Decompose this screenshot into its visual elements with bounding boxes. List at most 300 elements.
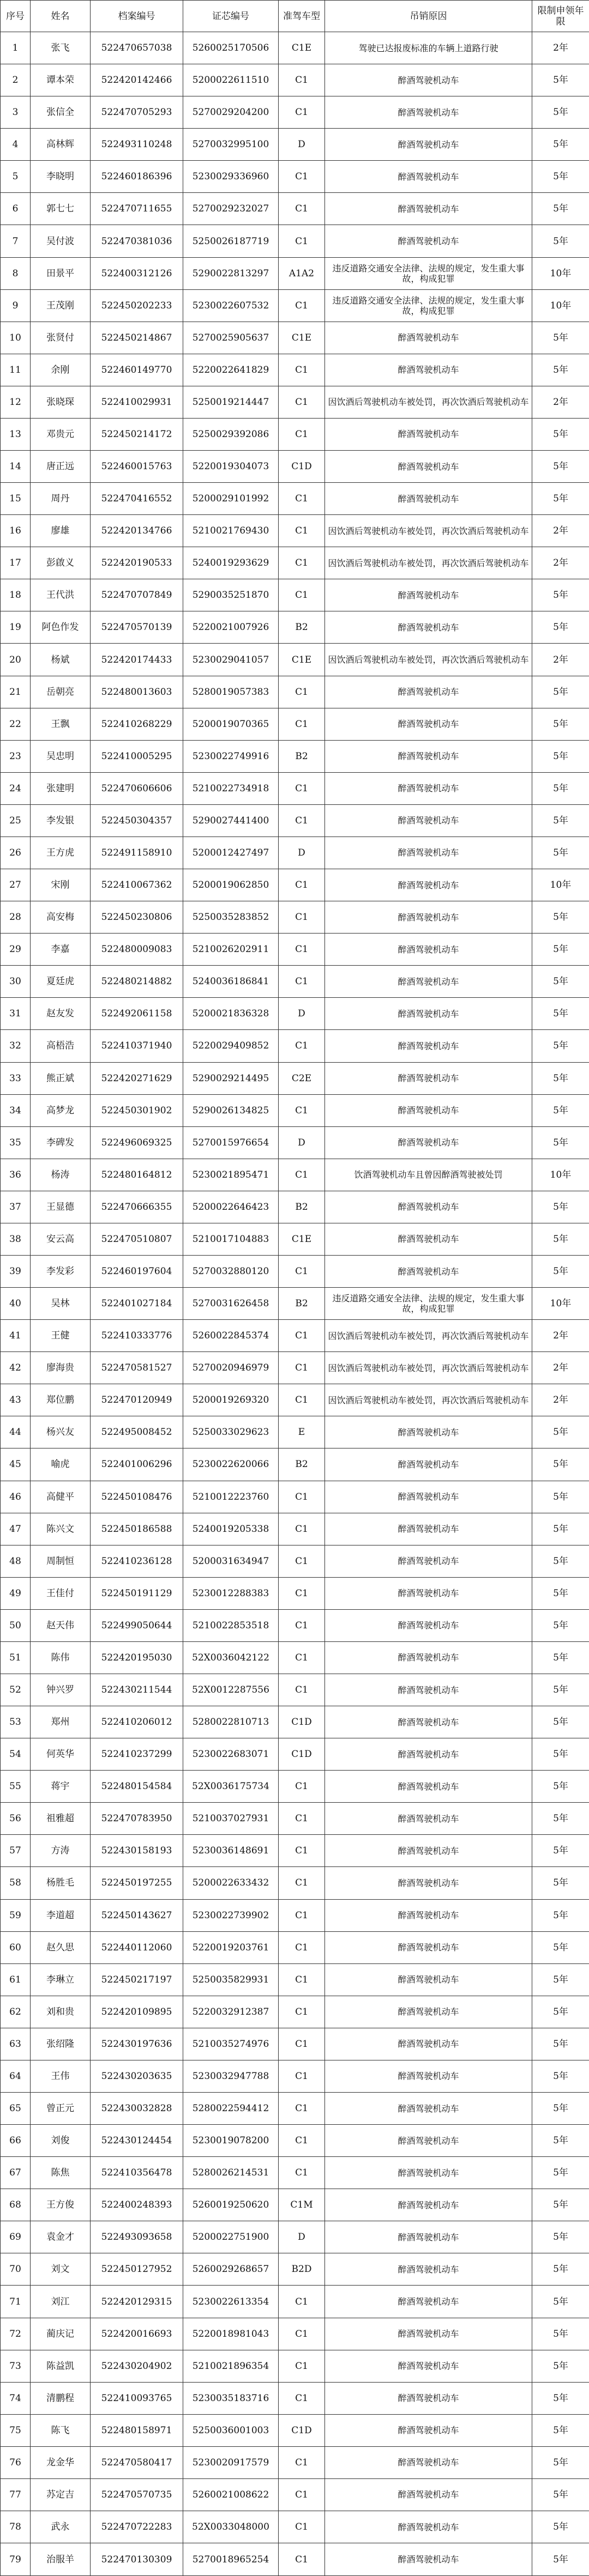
file-number-cell: 522410236128 (91, 1545, 183, 1577)
reason-cell: 醉酒驾驶机动车 (325, 129, 532, 161)
vehicle-type-cell: C1 (279, 2511, 325, 2543)
cert-number-cell: 5210012223760 (183, 1481, 279, 1513)
serial-cell: 50 (1, 1609, 31, 1641)
reason-cell: 醉酒驾驶机动车 (325, 418, 532, 450)
reason-cell: 醉酒驾驶机动车 (325, 322, 532, 354)
restriction-years-cell: 5年 (532, 1674, 589, 1706)
file-number-cell: 522420142466 (91, 64, 183, 96)
cert-number-cell: 5250035283852 (183, 901, 279, 934)
file-number-cell: 522470711655 (91, 193, 183, 225)
serial-cell: 43 (1, 1384, 31, 1416)
name-cell: 郑州 (31, 1706, 91, 1738)
restriction-years-cell: 5年 (532, 1255, 589, 1287)
serial-cell: 41 (1, 1320, 31, 1352)
restriction-years-cell: 5年 (532, 934, 589, 966)
file-number-cell: 522430197636 (91, 2028, 183, 2060)
cert-number-cell: 5210021896354 (183, 2350, 279, 2382)
restriction-years-cell: 5年 (532, 1835, 589, 1867)
serial-cell: 2 (1, 64, 31, 96)
serial-cell: 49 (1, 1577, 31, 1609)
serial-cell: 39 (1, 1255, 31, 1287)
restriction-years-cell: 5年 (532, 1481, 589, 1513)
reason-cell: 违反道路交通安全法律、法规的规定，发生重大事故，构成犯罪 (325, 1288, 532, 1320)
table-row (1, 708, 589, 740)
file-number-cell: 522420109895 (91, 1996, 183, 2028)
cert-number-cell: 5250036001003 (183, 2414, 279, 2446)
serial-cell: 68 (1, 2189, 31, 2221)
reason-cell: 因饮酒后驾驶机动车被处罚，再次饮酒后驾驶机动车 (325, 1352, 532, 1384)
serial-cell: 37 (1, 1191, 31, 1223)
vehicle-type-cell: C1E (279, 1223, 325, 1255)
restriction-years-cell: 5年 (532, 1191, 589, 1223)
serial-cell: 33 (1, 1062, 31, 1094)
name-cell: 张建明 (31, 772, 91, 804)
name-cell: 李道超 (31, 1899, 91, 1931)
restriction-years-cell: 5年 (532, 1513, 589, 1545)
file-number-cell: 522460186396 (91, 161, 183, 193)
file-number-cell: 522460015763 (91, 451, 183, 483)
restriction-years-cell: 5年 (532, 1094, 589, 1126)
serial-cell: 79 (1, 2543, 31, 2576)
cert-number-cell: 5250029392086 (183, 418, 279, 450)
table-row (1, 804, 589, 837)
cert-number-cell: 5250019214447 (183, 386, 279, 418)
cert-number-cell: 5280022594412 (183, 2093, 279, 2125)
serial-cell: 60 (1, 1931, 31, 1963)
vehicle-type-cell: C1 (279, 193, 325, 225)
file-number-cell: 522470783950 (91, 1803, 183, 1835)
file-number-cell: 522420174433 (91, 644, 183, 676)
vehicle-type-cell: C1 (279, 1641, 325, 1674)
file-number-cell: 522420134766 (91, 515, 183, 547)
header-restriction-years: 限制申领年限 (532, 1, 589, 32)
table-row (1, 1835, 589, 1867)
file-number-cell: 522430124454 (91, 2125, 183, 2157)
name-cell: 何英华 (31, 1738, 91, 1771)
serial-cell: 28 (1, 901, 31, 934)
restriction-years-cell: 5年 (532, 1899, 589, 1931)
reason-cell: 醉酒驾驶机动车 (325, 1062, 532, 1094)
file-number-cell: 522470381036 (91, 225, 183, 257)
serial-cell: 10 (1, 322, 31, 354)
reason-cell: 醉酒驾驶机动车 (325, 1738, 532, 1771)
table-row (1, 1416, 589, 1448)
reason-cell: 醉酒驾驶机动车 (325, 2093, 532, 2125)
vehicle-type-cell: C1 (279, 1996, 325, 2028)
reason-cell: 醉酒驾驶机动车 (325, 1996, 532, 2028)
serial-cell: 21 (1, 676, 31, 708)
restriction-years-cell: 5年 (532, 2414, 589, 2446)
vehicle-type-cell: B2 (279, 1448, 325, 1481)
vehicle-type-cell: C1 (279, 2157, 325, 2189)
vehicle-type-cell: B2 (279, 740, 325, 772)
vehicle-type-cell: C1 (279, 804, 325, 837)
file-number-cell: 522430211544 (91, 1674, 183, 1706)
name-cell: 陈飞 (31, 2414, 91, 2446)
file-number-cell: 522420271629 (91, 1062, 183, 1094)
name-cell: 吴付波 (31, 225, 91, 257)
table-row (1, 1674, 589, 1706)
table-row (1, 1030, 589, 1062)
name-cell: 蔺庆记 (31, 2318, 91, 2350)
vehicle-type-cell: C1 (279, 64, 325, 96)
reason-cell: 醉酒驾驶机动车 (325, 1577, 532, 1609)
reason-cell: 醉酒驾驶机动车 (325, 869, 532, 901)
reason-cell: 醉酒驾驶机动车 (325, 966, 532, 998)
reason-cell: 驾驶已达报废标准的车辆上道路行驶 (325, 32, 532, 64)
vehicle-type-cell: B2 (279, 1191, 325, 1223)
table-row (1, 1996, 589, 2028)
file-number-cell: 522470570139 (91, 611, 183, 644)
restriction-years-cell: 5年 (532, 611, 589, 644)
file-number-cell: 522410333776 (91, 1320, 183, 1352)
serial-cell: 51 (1, 1641, 31, 1674)
cert-number-cell: 5280026214531 (183, 2157, 279, 2189)
cert-number-cell: 5200022646423 (183, 1191, 279, 1223)
serial-cell: 3 (1, 96, 31, 129)
header-name: 姓名 (31, 1, 91, 32)
name-cell: 张绍隆 (31, 2028, 91, 2060)
table-row (1, 966, 589, 998)
reason-cell: 醉酒驾驶机动车 (325, 451, 532, 483)
cert-number-cell: 5200019269320 (183, 1384, 279, 1416)
name-cell: 杨斌 (31, 644, 91, 676)
vehicle-type-cell: C1 (279, 1545, 325, 1577)
serial-cell: 75 (1, 2414, 31, 2446)
vehicle-type-cell: D (279, 129, 325, 161)
restriction-years-cell: 5年 (532, 2093, 589, 2125)
file-number-cell: 522480164812 (91, 1159, 183, 1191)
serial-cell: 12 (1, 386, 31, 418)
reason-cell: 违反道路交通安全法律、法规的规定，发生重大事故，构成犯罪 (325, 257, 532, 289)
file-number-cell: 522470130309 (91, 2543, 183, 2576)
name-cell: 李嘉 (31, 934, 91, 966)
reason-cell: 醉酒驾驶机动车 (325, 998, 532, 1030)
file-number-cell: 522480158971 (91, 2414, 183, 2446)
file-number-cell: 522470570735 (91, 2478, 183, 2511)
cert-number-cell: 5270029204200 (183, 96, 279, 129)
reason-cell: 因饮酒后驾驶机动车被处罚，再次饮酒后驾驶机动车 (325, 547, 532, 579)
serial-cell: 35 (1, 1126, 31, 1159)
cert-number-cell: 5260022845374 (183, 1320, 279, 1352)
cert-number-cell: 5200022633432 (183, 1867, 279, 1899)
vehicle-type-cell: C1E (279, 644, 325, 676)
name-cell: 蒋宇 (31, 1771, 91, 1803)
restriction-years-cell: 5年 (532, 740, 589, 772)
file-number-cell: 522430204902 (91, 2350, 183, 2382)
file-number-cell: 522400248393 (91, 2189, 183, 2221)
name-cell: 喻虎 (31, 1448, 91, 1481)
file-number-cell: 522480013603 (91, 676, 183, 708)
serial-cell: 44 (1, 1416, 31, 1448)
file-number-cell: 522470666355 (91, 1191, 183, 1223)
table-row (1, 1867, 589, 1899)
file-number-cell: 522410093765 (91, 2382, 183, 2414)
file-number-cell: 522450202233 (91, 289, 183, 322)
vehicle-type-cell: C1 (279, 2028, 325, 2060)
vehicle-type-cell: C1 (279, 96, 325, 129)
vehicle-type-cell: C1 (279, 225, 325, 257)
vehicle-type-cell: D (279, 998, 325, 1030)
cert-number-cell: 5230032947788 (183, 2060, 279, 2092)
restriction-years-cell: 5年 (532, 1931, 589, 1963)
table-row (1, 1545, 589, 1577)
serial-cell: 52 (1, 1674, 31, 1706)
vehicle-type-cell: C1 (279, 1899, 325, 1931)
table-row (1, 451, 589, 483)
table-row (1, 1159, 589, 1191)
vehicle-type-cell: C1 (279, 579, 325, 611)
table-row (1, 1706, 589, 1738)
reason-cell: 醉酒驾驶机动车 (325, 1609, 532, 1641)
name-cell: 王方俊 (31, 2189, 91, 2221)
file-number-cell: 522460197604 (91, 1255, 183, 1287)
reason-cell: 醉酒驾驶机动车 (325, 2350, 532, 2382)
reason-cell: 醉酒驾驶机动车 (325, 1545, 532, 1577)
reason-cell: 醉酒驾驶机动车 (325, 1255, 532, 1287)
reason-cell: 醉酒驾驶机动车 (325, 2446, 532, 2478)
name-cell: 周制恒 (31, 1545, 91, 1577)
vehicle-type-cell: C1 (279, 772, 325, 804)
table-row (1, 740, 589, 772)
reason-cell: 醉酒驾驶机动车 (325, 2253, 532, 2286)
restriction-years-cell: 5年 (532, 1738, 589, 1771)
restriction-years-cell: 5年 (532, 1996, 589, 2028)
name-cell: 杨涛 (31, 1159, 91, 1191)
table-row (1, 64, 589, 96)
serial-cell: 6 (1, 193, 31, 225)
serial-cell: 9 (1, 289, 31, 322)
name-cell: 王佳付 (31, 1577, 91, 1609)
serial-cell: 29 (1, 934, 31, 966)
reason-cell: 醉酒驾驶机动车 (325, 1481, 532, 1513)
name-cell: 唐正远 (31, 451, 91, 483)
table-row (1, 322, 589, 354)
file-number-cell: 522430203635 (91, 2060, 183, 2092)
restriction-years-cell: 5年 (532, 2478, 589, 2511)
serial-cell: 69 (1, 2221, 31, 2253)
reason-cell: 醉酒驾驶机动车 (325, 1223, 532, 1255)
restriction-years-cell: 5年 (532, 1963, 589, 1996)
restriction-years-cell: 5年 (532, 418, 589, 450)
cert-number-cell: 5220019304073 (183, 451, 279, 483)
serial-cell: 22 (1, 708, 31, 740)
name-cell: 余刚 (31, 354, 91, 386)
vehicle-type-cell: C1 (279, 2093, 325, 2125)
vehicle-type-cell: C1 (279, 2350, 325, 2382)
file-number-cell: 522480009083 (91, 934, 183, 966)
serial-cell: 46 (1, 1481, 31, 1513)
name-cell: 廖雄 (31, 515, 91, 547)
restriction-years-cell: 2年 (532, 1352, 589, 1384)
vehicle-type-cell: C1 (279, 2382, 325, 2414)
file-number-cell: 522495008452 (91, 1416, 183, 1448)
file-number-cell: 522410237299 (91, 1738, 183, 1771)
serial-cell: 65 (1, 2093, 31, 2125)
file-number-cell: 522480154584 (91, 1771, 183, 1803)
file-number-cell: 522491158910 (91, 837, 183, 869)
restriction-years-cell: 5年 (532, 837, 589, 869)
vehicle-type-cell: C1 (279, 1771, 325, 1803)
file-number-cell: 522470606606 (91, 772, 183, 804)
file-number-cell: 522401027184 (91, 1288, 183, 1320)
restriction-years-cell: 5年 (532, 1448, 589, 1481)
serial-cell: 53 (1, 1706, 31, 1738)
table-row (1, 2253, 589, 2286)
file-number-cell: 522493110248 (91, 129, 183, 161)
name-cell: 王伟 (31, 2060, 91, 2092)
vehicle-type-cell: C1 (279, 161, 325, 193)
table-row (1, 644, 589, 676)
table-row (1, 676, 589, 708)
cert-number-cell: 5260021008622 (183, 2478, 279, 2511)
name-cell: 李晓明 (31, 161, 91, 193)
vehicle-type-cell: C1 (279, 2478, 325, 2511)
file-number-cell: 522470416552 (91, 483, 183, 515)
vehicle-type-cell: C1 (279, 1674, 325, 1706)
reason-cell: 醉酒驾驶机动车 (325, 1771, 532, 1803)
cert-number-cell: 5260019250620 (183, 2189, 279, 2221)
table-row (1, 2093, 589, 2125)
cert-number-cell: 5230022613354 (183, 2286, 279, 2318)
serial-cell: 1 (1, 32, 31, 64)
serial-cell: 73 (1, 2350, 31, 2382)
restriction-years-cell: 5年 (532, 1545, 589, 1577)
name-cell: 苏定吉 (31, 2478, 91, 2511)
vehicle-type-cell: C1 (279, 354, 325, 386)
reason-cell: 醉酒驾驶机动车 (325, 2478, 532, 2511)
reason-cell: 醉酒驾驶机动车 (325, 611, 532, 644)
cert-number-cell: 5250033029623 (183, 1416, 279, 1448)
vehicle-type-cell: C1 (279, 2286, 325, 2318)
reason-cell: 因饮酒后驾驶机动车被处罚，再次饮酒后驾驶机动车 (325, 1384, 532, 1416)
vehicle-type-cell: C1 (279, 708, 325, 740)
cert-number-cell: 5290022813297 (183, 257, 279, 289)
restriction-years-cell: 5年 (532, 579, 589, 611)
reason-cell: 醉酒驾驶机动车 (325, 2060, 532, 2092)
serial-cell: 34 (1, 1094, 31, 1126)
file-number-cell: 522499050644 (91, 1609, 183, 1641)
name-cell: 张信全 (31, 96, 91, 129)
vehicle-type-cell: C1 (279, 2125, 325, 2157)
reason-cell: 醉酒驾驶机动车 (325, 1674, 532, 1706)
vehicle-type-cell: C1 (279, 1320, 325, 1352)
restriction-years-cell: 5年 (532, 2446, 589, 2478)
vehicle-type-cell: C1 (279, 418, 325, 450)
vehicle-type-cell: C1 (279, 2446, 325, 2478)
file-number-cell: 522470657038 (91, 32, 183, 64)
table-row (1, 161, 589, 193)
restriction-years-cell: 5年 (532, 2189, 589, 2221)
table-row (1, 515, 589, 547)
restriction-years-cell: 5年 (532, 2125, 589, 2157)
cert-number-cell: 5270032995100 (183, 129, 279, 161)
table-row (1, 2125, 589, 2157)
table-row (1, 418, 589, 450)
table-row (1, 998, 589, 1030)
reason-cell: 醉酒驾驶机动车 (325, 740, 532, 772)
serial-cell: 74 (1, 2382, 31, 2414)
name-cell: 周丹 (31, 483, 91, 515)
file-number-cell: 522450108476 (91, 1481, 183, 1513)
cert-number-cell: 5200031634947 (183, 1545, 279, 1577)
reason-cell: 违反道路交通安全法律、法规的规定，发生重大事故，构成犯罪 (325, 289, 532, 322)
serial-cell: 30 (1, 966, 31, 998)
cert-number-cell: 52X0036042122 (183, 1641, 279, 1674)
name-cell: 袁金才 (31, 2221, 91, 2253)
name-cell: 祖雅超 (31, 1803, 91, 1835)
vehicle-type-cell: D (279, 1126, 325, 1159)
vehicle-type-cell: D (279, 837, 325, 869)
vehicle-type-cell: A1A2 (279, 257, 325, 289)
name-cell: 王方虎 (31, 837, 91, 869)
serial-cell: 4 (1, 129, 31, 161)
table-row (1, 1931, 589, 1963)
file-number-cell: 522460149770 (91, 354, 183, 386)
reason-cell: 醉酒驾驶机动车 (325, 1513, 532, 1545)
name-cell: 刘江 (31, 2286, 91, 2318)
header-row (1, 1, 589, 32)
cert-number-cell: 5220018981043 (183, 2318, 279, 2350)
serial-cell: 23 (1, 740, 31, 772)
name-cell: 张贤付 (31, 322, 91, 354)
table-row (1, 1384, 589, 1416)
table-row (1, 2511, 589, 2543)
reason-cell: 醉酒驾驶机动车 (325, 483, 532, 515)
cert-number-cell: 5210026202911 (183, 934, 279, 966)
vehicle-type-cell: C1 (279, 1513, 325, 1545)
cert-number-cell: 5230022683071 (183, 1738, 279, 1771)
restriction-years-cell: 2年 (532, 386, 589, 418)
cert-number-cell: 5230020917579 (183, 2446, 279, 2478)
cert-number-cell: 5290029214495 (183, 1062, 279, 1094)
serial-cell: 66 (1, 2125, 31, 2157)
cert-number-cell: 5200022611510 (183, 64, 279, 96)
cert-number-cell: 5270018965254 (183, 2543, 279, 2576)
serial-cell: 19 (1, 611, 31, 644)
file-number-cell: 522450217197 (91, 1963, 183, 1996)
reason-cell: 醉酒驾驶机动车 (325, 96, 532, 129)
restriction-years-cell: 5年 (532, 2350, 589, 2382)
serial-cell: 16 (1, 515, 31, 547)
vehicle-type-cell: C1 (279, 2318, 325, 2350)
restriction-years-cell: 2年 (532, 644, 589, 676)
name-cell: 李发银 (31, 804, 91, 837)
vehicle-type-cell: D (279, 2221, 325, 2253)
file-number-cell: 522470707849 (91, 579, 183, 611)
restriction-years-cell: 5年 (532, 2511, 589, 2543)
reason-cell: 醉酒驾驶机动车 (325, 354, 532, 386)
table-row (1, 2446, 589, 2478)
cert-number-cell: 52X0036175734 (183, 1771, 279, 1803)
file-number-cell: 522450143627 (91, 1899, 183, 1931)
file-number-cell: 522401006296 (91, 1448, 183, 1481)
reason-cell: 醉酒驾驶机动车 (325, 579, 532, 611)
name-cell: 田景平 (31, 257, 91, 289)
table-row (1, 1963, 589, 1996)
table-row (1, 96, 589, 129)
restriction-years-cell: 5年 (532, 804, 589, 837)
name-cell: 陈焦 (31, 2157, 91, 2189)
name-cell: 杨兴友 (31, 1416, 91, 1448)
reason-cell: 醉酒驾驶机动车 (325, 1191, 532, 1223)
file-number-cell: 522470705293 (91, 96, 183, 129)
vehicle-type-cell: C1E (279, 32, 325, 64)
serial-cell: 77 (1, 2478, 31, 2511)
reason-cell: 因饮酒后驾驶机动车被处罚，再次饮酒后驾驶机动车 (325, 386, 532, 418)
restriction-years-cell: 5年 (532, 2382, 589, 2414)
restriction-years-cell: 5年 (532, 1706, 589, 1738)
